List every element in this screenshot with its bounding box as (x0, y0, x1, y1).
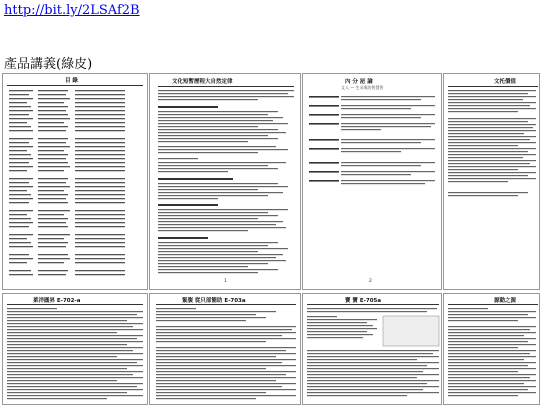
page-title: 目 錄 (65, 78, 78, 84)
page-title: 文化短暫歷程大自然定律 (172, 79, 233, 85)
text-lines (3, 294, 148, 405)
page-title: 文托價值 (494, 79, 517, 85)
text-lines (150, 294, 301, 405)
text-lines (150, 74, 301, 290)
doc-page-nature-law (149, 73, 301, 290)
page-title: 寶 寶 E-705a (345, 298, 382, 304)
page-heading: 產品講義(綠皮) (4, 57, 93, 72)
page-title: 內 分 泌 論 (345, 79, 373, 85)
text-lines (303, 294, 442, 405)
text-lines (303, 74, 442, 290)
doc-page-source (443, 293, 540, 405)
doc-page-endocrine (302, 73, 442, 290)
page-number: 2 (369, 279, 372, 284)
header-link[interactable]: http://bit.ly/2LSAf2B (4, 3, 140, 18)
page-number: 1 (224, 279, 227, 284)
text-lines (444, 74, 540, 290)
page-title: 緊腹 從只部簡助 E-703a (182, 298, 246, 304)
toc-lines (3, 74, 148, 290)
doc-page-toc (2, 73, 148, 290)
doc-page-value (443, 73, 540, 290)
doc-page-e705 (302, 293, 442, 405)
doc-page-e702 (2, 293, 148, 405)
page-title: 萊洋圓昇 E-702-a (33, 298, 81, 304)
page-title: 源動之源 (494, 298, 517, 304)
text-lines (444, 294, 540, 405)
page-subtitle: 文人 — 生采與的智慧智 (341, 85, 384, 90)
doc-page-e703 (149, 293, 301, 405)
